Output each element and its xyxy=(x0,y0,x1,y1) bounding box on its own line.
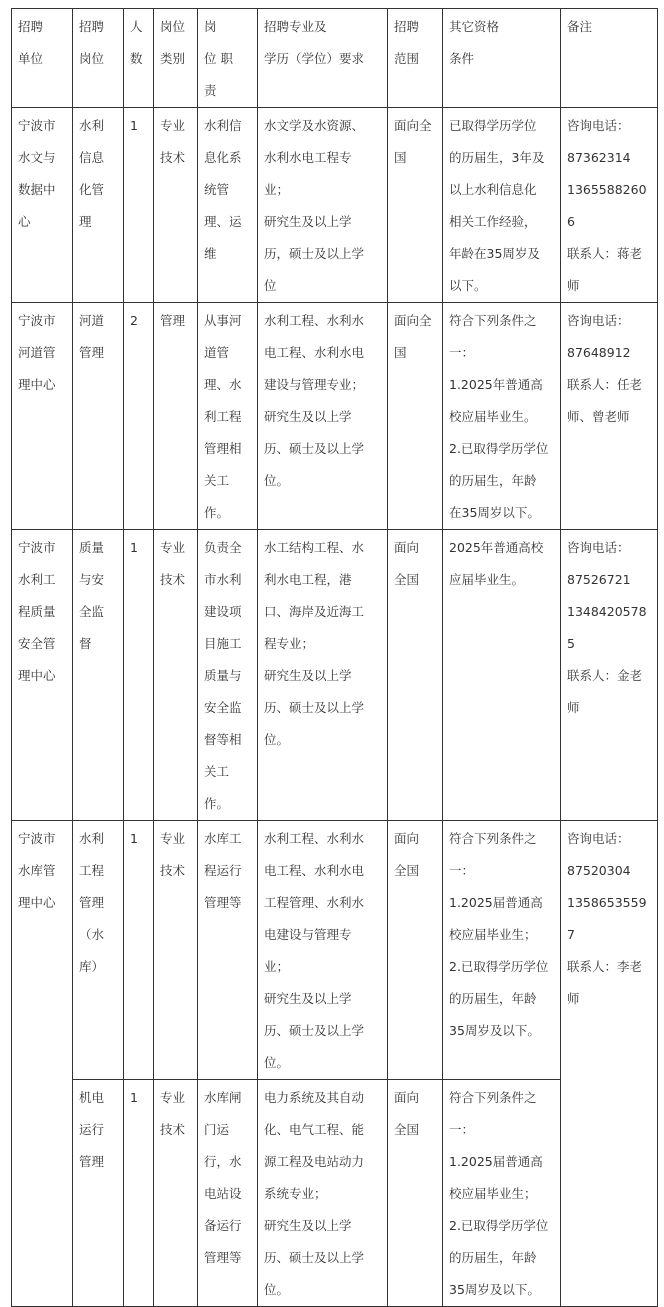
cell-other: 符合下列条件之 一： 1.2025届普通高 校应届毕业生； 2.已取得学历学位 的历届生，年龄 35周岁及以下。 xyxy=(443,1080,561,1307)
table-row xyxy=(12,108,658,303)
header-major: 招聘专业及 学历（学位）要求 xyxy=(258,9,388,108)
cell-major: 水利工程、水利水 电工程、水利水电 建设与管理专业； 研究生及以上学 历、硕士及以上学 位。 xyxy=(258,303,388,530)
recruitment-table xyxy=(11,8,658,1307)
cell-note: 咨询电话： 87648912 联系人：任老 师、曾老师 xyxy=(561,303,658,530)
cell-note: 咨询电话： 87526721 13484205785 联系人：金老 师 xyxy=(561,530,658,821)
cell-note: 咨询电话： 87362314 13655882606 联系人：蒋老 师 xyxy=(561,108,658,303)
cell-scope: 面向全 国 xyxy=(388,303,443,530)
cell-position: 水利 工程 管理 （水 库） xyxy=(73,821,124,1080)
cell-duty: 水库闸 门运 行，水 电站设 备运行 管理等 xyxy=(198,1080,258,1307)
cell-unit: 宁波市 河道管 理中心 xyxy=(12,303,73,530)
cell-major: 水利工程、水利水 电工程、水利水电 工程管理、水利水 电建设与管理专 业； 研究生及以上学 历、硕士及以上学 位。 xyxy=(258,821,388,1080)
cell-category: 专业 技术 xyxy=(154,1080,198,1307)
header-duty: 岗 位 职 责 xyxy=(198,9,258,108)
cell-scope: 面向 全国 xyxy=(388,821,443,1080)
cell-major: 水工结构工程、水 利水电工程，港 口、海岸及近海工 程专业； 研究生及以上学 历、硕士及以上学 位。 xyxy=(258,530,388,821)
recruitment-table-container xyxy=(11,8,658,1307)
header-scope: 招聘 范围 xyxy=(388,9,443,108)
cell-duty: 从事河 道管 理、水 利工程 管理相 关工 作。 xyxy=(198,303,258,530)
header-unit: 招聘 单位 xyxy=(12,9,73,108)
cell-category: 管理 xyxy=(154,303,198,530)
cell-other: 符合下列条件之 一： 1.2025届普通高 校应届毕业生； 2.已取得学历学位 的历届生，年龄 35周岁及以下。 xyxy=(443,821,561,1080)
header-count: 人 数 xyxy=(124,9,154,108)
cell-unit: 宁波市 水文与 数据中 心 xyxy=(12,108,73,303)
table-row xyxy=(12,530,658,821)
cell-count: 1 xyxy=(124,530,154,821)
header-position: 招聘 岗位 xyxy=(73,9,124,108)
cell-count: 1 xyxy=(124,108,154,303)
cell-duty: 水库工 程运行 管理等 xyxy=(198,821,258,1080)
cell-other: 2025年普通高校 应届毕业生。 xyxy=(443,530,561,821)
cell-count: 1 xyxy=(124,821,154,1080)
cell-position: 质量 与安 全监 督 xyxy=(73,530,124,821)
cell-position: 水利 信息 化管 理 xyxy=(73,108,124,303)
cell-scope: 面向 全国 xyxy=(388,1080,443,1307)
table-row xyxy=(12,303,658,530)
cell-scope: 面向 全国 xyxy=(388,530,443,821)
cell-scope: 面向全 国 xyxy=(388,108,443,303)
header-note: 备注 xyxy=(561,9,658,108)
cell-category: 专业 技术 xyxy=(154,821,198,1080)
cell-duty: 水利信 息化系 统管 理、运 维 xyxy=(198,108,258,303)
cell-count: 2 xyxy=(124,303,154,530)
cell-other: 已取得学历学位 的历届生，3年及 以上水利信息化 相关工作经验， 年龄在35周岁及 以下。 xyxy=(443,108,561,303)
header-row xyxy=(12,9,658,108)
cell-major: 电力系统及其自动 化、电气工程、能 源工程及电站动力 系统专业； 研究生及以上学 历、硕士及以上学 位。 xyxy=(258,1080,388,1307)
cell-unit: 宁波市 水利工 程质量 安全管 理中心 xyxy=(12,530,73,821)
header-category: 岗位 类别 xyxy=(154,9,198,108)
cell-duty: 负责全 市水利 建设项 目施工 质量与 安全监 督等相 关工 作。 xyxy=(198,530,258,821)
header-other: 其它资格 条件 xyxy=(443,9,561,108)
cell-count: 1 xyxy=(124,1080,154,1307)
cell-other: 符合下列条件之 一： 1.2025年普通高 校应届毕业生。 2.已取得学历学位 的历届生，年龄 在35周岁以下。 xyxy=(443,303,561,530)
cell-category: 专业 技术 xyxy=(154,108,198,303)
cell-position: 机电 运行 管理 xyxy=(73,1080,124,1307)
cell-unit: 宁波市 水库管 理中心 xyxy=(12,821,73,1307)
cell-major: 水文学及水资源、 水利水电工程专 业； 研究生及以上学 历，硕士及以上学 位 xyxy=(258,108,388,303)
cell-note: 咨询电话： 87520304 13586535597 联系人：李老 师 xyxy=(561,821,658,1307)
cell-category: 专业 技术 xyxy=(154,530,198,821)
table-row xyxy=(12,821,658,1080)
cell-position: 河道 管理 xyxy=(73,303,124,530)
